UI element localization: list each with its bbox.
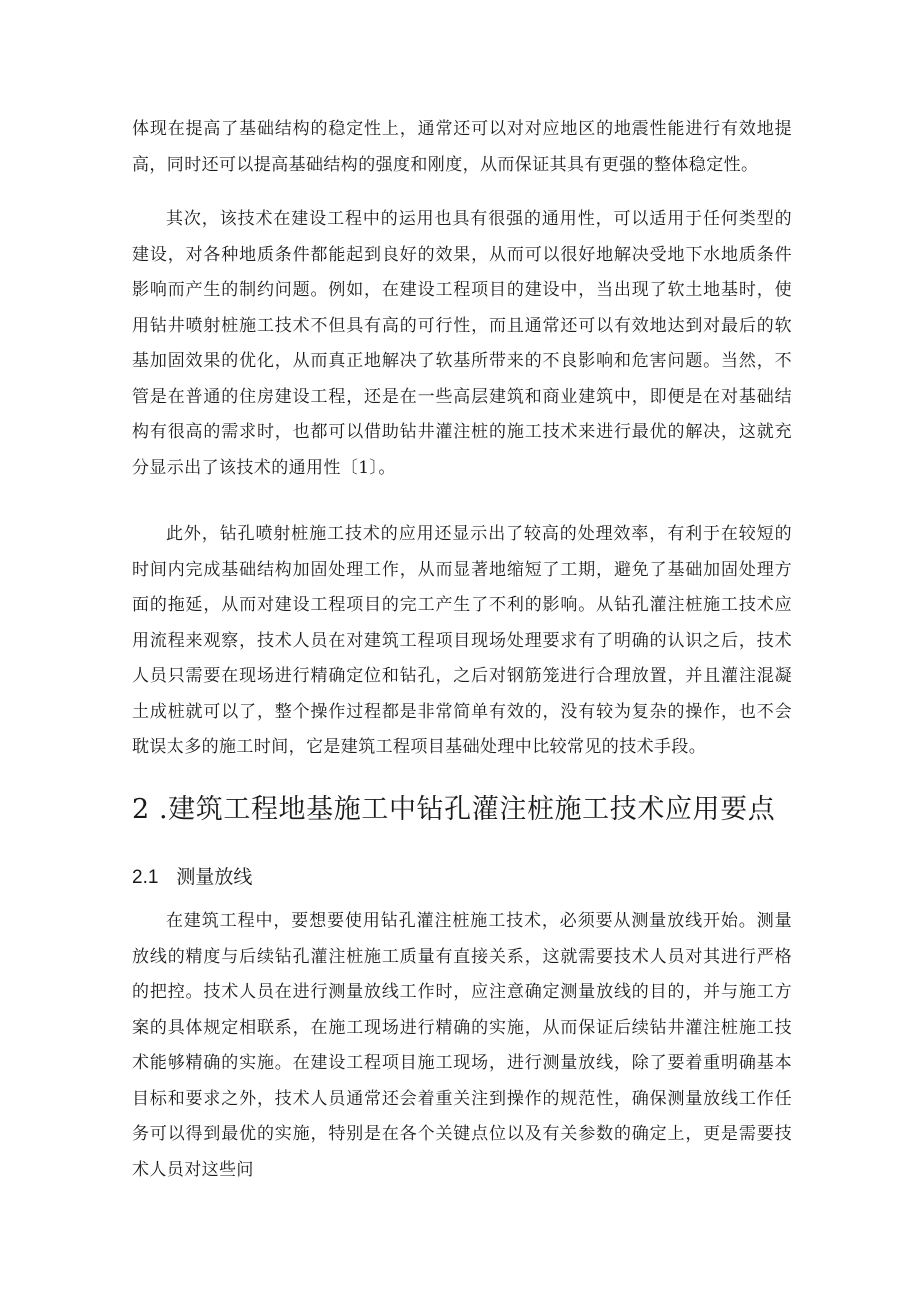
paragraph-continued: 体现在提高了基础结构的稳定性上，通常还可以对对应地区的地震性能进行有效地提高，同时还可以提高基础结构的强度和刚度，从而保证其具有更强的整体稳定性。 <box>132 119 792 175</box>
subsection-number: 2.1 <box>132 867 159 888</box>
section-heading: 2 .建筑工程地基施工中钻孔灌注桩施工技术应用要点 <box>132 794 776 825</box>
paragraph-versatility: 其次，该技术在建设工程中的运用也具有很强的通用性，可以适用于任何类型的建设，对各种地质条件都能起到良好的效果，从而可以很好地解决受地下水地质条件影响而产生的制约问题。例如，在建设工程项目的建设中，当出现了软土地基时，使用钻井喷射桩施工技术不但具有高的可行性，而且通常还可以有效地达到对最后的软基加固效果的优化，从而真正地解决了软基所带来的不良影响和危害问题。当然，不管是在普通的住房建设工程，还是在一些高层建筑和商业建筑中，即便是在对基础结构有很高的需求时，也都可以借助钻井灌注桩的施工技术来进行最优的解决，这就充分显示出了该技术的通用性〔1〕。 <box>132 209 792 478</box>
subsection-title: 测量放线 <box>176 866 253 888</box>
paragraph-efficiency: 此外，钻孔喷射桩施工技术的应用还显示出了较高的处理效率，有利于在较短的时间内完成基础结构加固处理工作，从而显著地缩短了工期，避免了基础加固处理方面的拖延，从而对建设工程项目的完工产生了不利的影响。从钻孔灌注桩施工技术应用流程来观察，技术人员在对建筑工程项目现场处理要求有了明确的认识之后，技术人员只需要在现场进行精确定位和钻孔，之后对钢筋笼进行合理放置，并且灌注混凝土成桩就可以了，整个操作过程都是非常简单有效的，没有较为复杂的操作，也不会耽误太多的施工时间，它是建筑工程项目基础处理中比较常见的技术手段。 <box>132 524 792 757</box>
paragraph-survey-layout: 在建筑工程中，要想要使用钻孔灌注桩施工技术，必须要从测量放线开始。测量放线的精度与后续钻孔灌注桩施工质量有直接关系，这就需要技术人员对其进行严格的把控。技术人员在进行测量放线工作时，应注意确定测量放线的目的，并与施工方案的具体规定相联系，在施工现场进行精确的实施，从而保证后续钻井灌注桩施工技术能够精确的实施。在建设工程项目施工现场，进行测量放线，除了要着重明确基本目标和要求之外，技术人员通常还会着重关注到操作的规范性，确保测量放线工作任务可以得到最优的实施，特别是在各个关键点位以及有关参数的确定上，更是需要技术人员对这些问 <box>132 911 792 1180</box>
subsection-heading <box>132 862 252 893</box>
